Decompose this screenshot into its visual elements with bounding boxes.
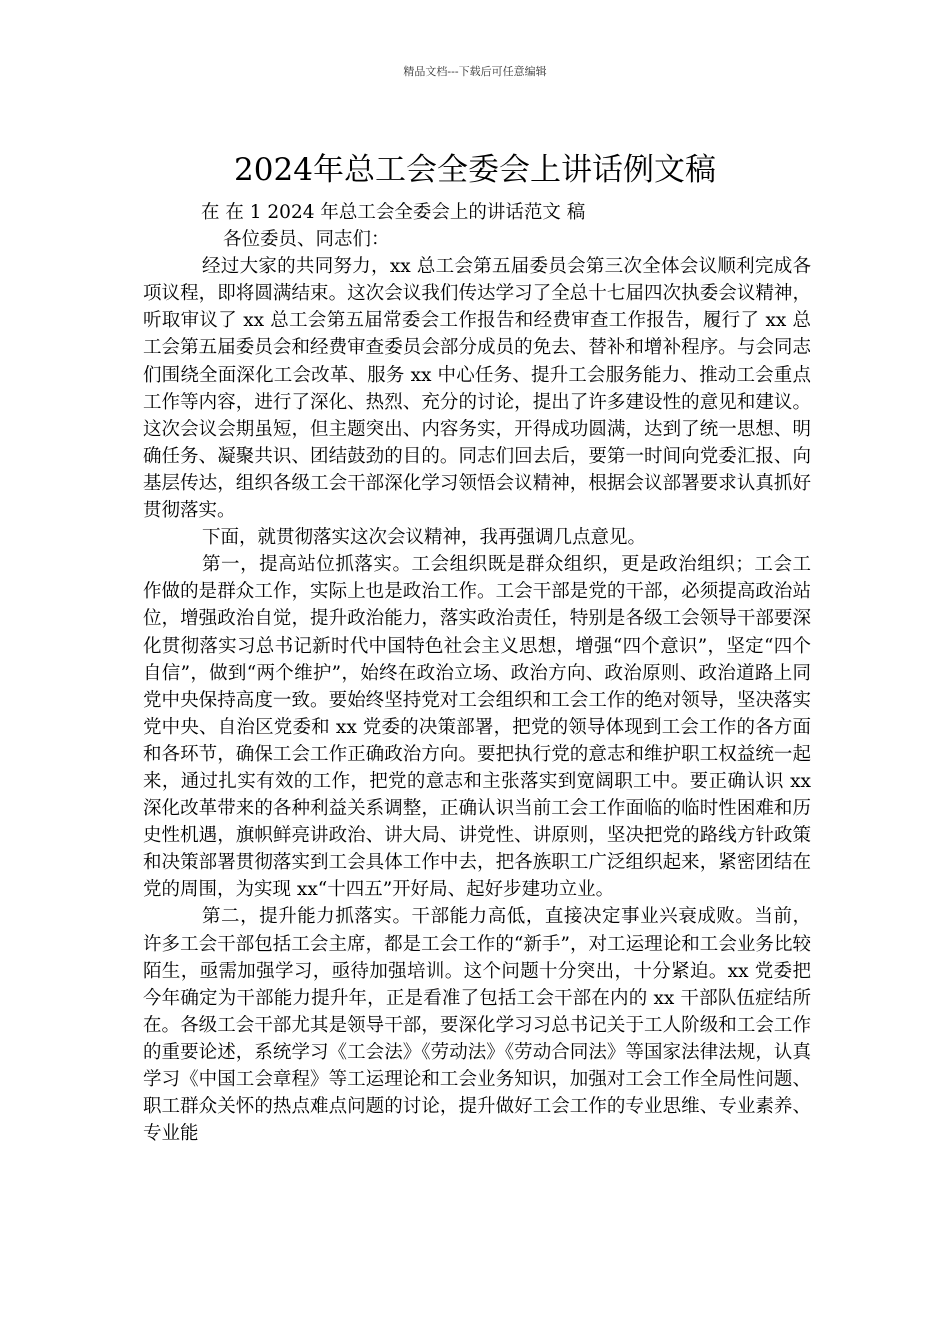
paragraph-point-two: 第二，提升能力抓落实。干部能力高低，直接决定事业兴衰成败。当前，许多工会干部包括工会主席，都是工会工作的“新手”，对工运理论和工会业务比较陌生，亟需加强学习，亟待加强培训。这个问题十分突出，十分紧迫。xx 党委把今年确定为干部能力提升年，正是看准了包括工会干部在内的 xx 干部队伍症结所在。各级工会干部尤其是领导干部，要深化学习习总书记关于工人阶级和工会工作的重要论述，系统学习《工会法》《劳动法》《劳动合同法》等国家法律法规，认真学习《中国工会章程》等工运理论和工会业务知识，加强对工会工作全局性问题、职工群众关怀的热点难点问题的讨论，提升做好工会工作的专业思维、专业素养、专业能 [143,906,811,1145]
paragraph-intro: 经过大家的共同努力，xx 总工会第五届委员会第三次全体会议顺利完成各项议程，即将圆满结束。这次会议我们传达学习了全总十七届四次执委会议精神，听取审议了 xx 总工会第五届常委会工作报告和经费审查工作报告，履行了 xx 总工会第五届委员会和经费审查委员会部分成员的免去、替补和增补程序。与会同志们围绕全面深化工会改革、服务 xx 中心任务、提升工会服务能力、推动工会重点工作等内容，进行了深化、热烈、充分的讨论，提出了许多建设性的意见和建议。这次会议会期虽短，但主题突出、内容务实，开得成功圆满，达到了统一思想、明确任务、凝聚共识、团结鼓劲的目的。同志们回去后，要第一时间向党委汇报、向基层传达，组织各级工会干部深化学习领悟会议精神，根据会议部署要求认真抓好贯彻落实。 [143,256,811,522]
document-subtitle: 在 在 1 2024 年总工会全委会上的讲话范文 稿 [201,202,586,223]
paragraph-point-one: 第一，提高站位抓落实。工会组织既是群众组织，更是政治组织；工会工作做的是群众工作，实际上也是政治工作。工会干部是党的干部，必须提高政治站位，增强政治自觉，提升政治能力，落实政治责任，特别是各级工会领导干部要深化贯彻落实习总书记新时代中国特色社会主义思想，增强“四个意识”，坚定“四个自信”，做到“两个维护”，始终在政治立场、政治方向、政治原则、政治道路上同党中央保持高度一致。要始终坚持党对工会组织和工会工作的绝对领导，坚决落实党中央、自治区党委和 xx 党委的决策部署，把党的领导体现到工会工作的各方面和各环节，确保工会工作正确政治方向。要把执行党的意志和维护职工权益统一起来，通过扎实有效的工作，把党的意志和主张落实到宽阔职工中。要正确认识 xx 深化改革带来的各种利益关系调整，正确认识当前工会工作面临的临时性困难和历史性机遇，旗帜鲜亮讲政治、讲大局、讲党性、讲原则，坚决把党的路线方针政策和决策部署贯彻落实到工会具体工作中去，把各族职工广泛组织起来，紧密团结在党的周围，为实现 xx“十四五”开好局、起好步建功立业。 [143,554,811,901]
document-body [143,199,811,1147]
document-title: 2024年总工会全委会上讲话例文稿 [234,151,716,188]
page-header: 精品文档---下载后可任意编辑 [403,65,547,78]
paragraph-transition: 下面，就贯彻落实这次会议精神，我再强调几点意见。 [202,527,647,549]
salutation: 各位委员、同志们： [223,229,390,251]
